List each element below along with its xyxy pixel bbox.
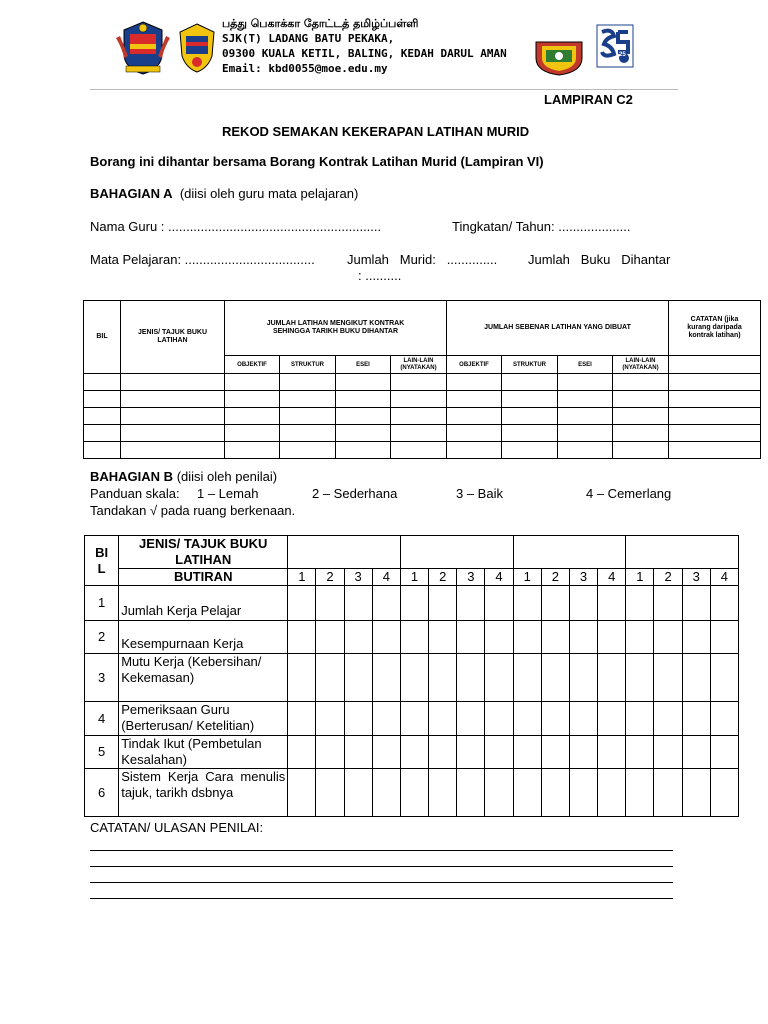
sub-objektif: OBJEKTIF	[447, 356, 502, 374]
empty-cell	[558, 442, 613, 459]
score-header: 3	[457, 569, 485, 586]
score-cell[interactable]	[626, 702, 654, 736]
score-cell[interactable]	[400, 586, 428, 621]
score-header: 4	[710, 569, 738, 586]
score-cell[interactable]	[429, 702, 457, 736]
score-header: 1	[626, 569, 654, 586]
score-cell[interactable]	[598, 586, 626, 621]
empty-cell	[225, 408, 280, 425]
jumlah-murid-field: Jumlah Murid: ..............	[347, 252, 498, 267]
score-cell[interactable]	[400, 736, 428, 769]
document-title: REKOD SEMAKAN KEKERAPAN LATIHAN MURID	[222, 124, 530, 139]
score-cell[interactable]	[569, 654, 597, 702]
score-cell[interactable]	[626, 586, 654, 621]
jumlah-buku-value: : ..........	[358, 268, 402, 283]
empty-cell	[447, 442, 502, 459]
score-cell[interactable]	[626, 654, 654, 702]
score-cell[interactable]	[288, 621, 316, 654]
score-header: 3	[344, 569, 372, 586]
empty-cell	[336, 391, 391, 408]
score-cell[interactable]	[513, 654, 541, 702]
empty-cell	[558, 391, 613, 408]
empty-cell	[84, 391, 121, 408]
score-cell[interactable]	[710, 769, 738, 817]
score-cell[interactable]	[598, 736, 626, 769]
empty-cell	[84, 442, 121, 459]
score-cell[interactable]	[626, 769, 654, 817]
empty-cell	[502, 391, 558, 408]
empty-cell	[558, 408, 613, 425]
score-cell[interactable]	[288, 736, 316, 769]
score-cell[interactable]	[485, 621, 513, 654]
score-header: 1	[288, 569, 316, 586]
score-cell[interactable]	[400, 621, 428, 654]
score-cell[interactable]	[485, 586, 513, 621]
score-cell[interactable]	[513, 702, 541, 736]
empty-cell	[121, 425, 225, 442]
empty-cell	[225, 374, 280, 391]
score-cell[interactable]	[485, 702, 513, 736]
sub-struktur: STRUKTUR	[502, 356, 558, 374]
empty-cell	[336, 442, 391, 459]
table-row	[84, 408, 761, 425]
score-cell[interactable]	[682, 769, 710, 817]
score-cell[interactable]	[372, 702, 400, 736]
school-header	[222, 16, 507, 76]
score-cell[interactable]	[541, 769, 569, 817]
score-cell[interactable]	[400, 654, 428, 702]
score-cell[interactable]	[485, 769, 513, 817]
table-row	[84, 391, 761, 408]
empty-cell	[502, 442, 558, 459]
book-column-4	[626, 536, 739, 569]
score-cell[interactable]	[429, 769, 457, 817]
table-row	[85, 621, 739, 654]
empty-cell	[669, 442, 761, 459]
empty-cell	[336, 374, 391, 391]
score-cell[interactable]	[288, 769, 316, 817]
score-cell[interactable]	[288, 702, 316, 736]
empty-cell	[84, 425, 121, 442]
empty-cell	[121, 442, 225, 459]
nama-guru-field: Nama Guru : ...........................................................	[90, 219, 382, 234]
row-number: 3	[85, 654, 119, 702]
score-cell[interactable]	[654, 702, 682, 736]
score-cell[interactable]	[457, 654, 485, 702]
sub-lain-lain: LAIN-LAIN (NYATAKAN)	[613, 356, 669, 374]
score-cell[interactable]	[569, 769, 597, 817]
butiran-text: Pemeriksaan Guru (Berterusan/ Ketelitian)	[119, 702, 288, 736]
score-cell[interactable]	[316, 769, 344, 817]
empty-cell	[447, 408, 502, 425]
ministry-emblem	[176, 22, 218, 74]
tandakan-instruction: Tandakan √ pada ruang berkenaan.	[90, 503, 296, 518]
butiran-text: Mutu Kerja (Kebersihan/ Kekemasan)	[119, 654, 288, 702]
empty-cell	[391, 442, 447, 459]
score-cell[interactable]	[372, 586, 400, 621]
section-b-title: BAHAGIAN B	[90, 469, 174, 484]
score-cell[interactable]	[429, 586, 457, 621]
score-cell[interactable]	[400, 702, 428, 736]
score-cell[interactable]	[710, 586, 738, 621]
header-divider	[90, 89, 678, 90]
empty-cell	[225, 442, 280, 459]
score-cell[interactable]	[710, 654, 738, 702]
col-bil: BIL	[84, 301, 121, 374]
empty-cell	[669, 425, 761, 442]
school-address: 09300 KUALA KETIL, BALING, KEDAH DARUL AMAN	[222, 47, 507, 60]
book-column-1	[288, 536, 401, 569]
kedah-crest-logo	[112, 18, 174, 76]
empty-cell	[280, 408, 336, 425]
empty-cell	[669, 356, 761, 374]
score-cell[interactable]	[400, 769, 428, 817]
row-number: 1	[85, 586, 119, 621]
scale-3: 3 – Baik	[456, 486, 503, 501]
badge-number: 25	[619, 52, 626, 58]
col-bil: BI L	[85, 536, 119, 586]
score-cell[interactable]	[288, 586, 316, 621]
score-cell[interactable]	[682, 586, 710, 621]
col-group-sebenar: JUMLAH SEBENAR LATIHAN YANG DIBUAT	[447, 301, 669, 356]
score-cell[interactable]	[344, 621, 372, 654]
score-header: 2	[654, 569, 682, 586]
score-cell[interactable]	[682, 654, 710, 702]
score-cell[interactable]	[654, 621, 682, 654]
empty-cell	[447, 391, 502, 408]
empty-cell	[558, 374, 613, 391]
table-row	[84, 442, 761, 459]
empty-cell	[225, 391, 280, 408]
score-cell[interactable]	[457, 769, 485, 817]
school-email: Email: kbd0055@moe.edu.my	[222, 62, 388, 75]
score-cell[interactable]	[682, 736, 710, 769]
score-header: 2	[541, 569, 569, 586]
score-cell[interactable]	[541, 586, 569, 621]
score-cell[interactable]	[372, 654, 400, 702]
score-cell[interactable]	[372, 769, 400, 817]
score-cell[interactable]	[316, 621, 344, 654]
score-cell[interactable]	[682, 621, 710, 654]
row-number: 6	[85, 769, 119, 817]
book-column-3	[513, 536, 626, 569]
sub-esei: ESEI	[336, 356, 391, 374]
empty-cell	[502, 374, 558, 391]
catatan-line-2	[90, 866, 673, 867]
score-cell[interactable]	[569, 702, 597, 736]
score-cell[interactable]	[457, 621, 485, 654]
table-b	[84, 535, 739, 817]
score-cell[interactable]	[569, 586, 597, 621]
catatan-line-3	[90, 882, 673, 883]
score-cell[interactable]	[457, 586, 485, 621]
table-row	[84, 425, 761, 442]
school-name-tamil: பத்து பெகாக்கா தோட்டத் தமிழ்ப்பள்ளி	[222, 17, 419, 30]
section-a-title: BAHAGIAN A	[90, 186, 173, 201]
empty-cell	[280, 374, 336, 391]
school-badge-logo	[532, 40, 586, 76]
empty-cell	[391, 408, 447, 425]
score-cell[interactable]	[513, 586, 541, 621]
score-header: 4	[485, 569, 513, 586]
score-cell[interactable]	[316, 736, 344, 769]
table-row	[84, 374, 761, 391]
col-butiran: BUTIRAN	[119, 569, 288, 586]
score-cell[interactable]	[710, 702, 738, 736]
empty-cell	[502, 425, 558, 442]
table-a	[83, 300, 761, 459]
score-cell[interactable]	[654, 736, 682, 769]
score-header: 2	[316, 569, 344, 586]
score-cell[interactable]	[598, 769, 626, 817]
book-column-2	[400, 536, 513, 569]
col-jenis: JENIS/ TAJUK BUKU LATIHAN	[119, 536, 288, 569]
section-a-note: (diisi oleh guru mata pelajaran)	[179, 186, 359, 201]
score-cell[interactable]	[457, 702, 485, 736]
row-number: 5	[85, 736, 119, 769]
catatan-line-1	[90, 850, 673, 851]
score-cell[interactable]	[541, 654, 569, 702]
score-cell[interactable]	[344, 654, 372, 702]
score-cell[interactable]	[344, 736, 372, 769]
mata-pelajaran-field: Mata Pelajaran: ....................................	[90, 252, 315, 267]
empty-cell	[84, 374, 121, 391]
jumlah-buku-field: Jumlah Buku Dihantar	[528, 252, 671, 267]
empty-cell	[121, 374, 225, 391]
empty-cell	[84, 408, 121, 425]
school-name: SJK(T) LADANG BATU PEKAKA,	[222, 32, 395, 45]
empty-cell	[121, 408, 225, 425]
table-row	[85, 586, 739, 621]
section-b-heading	[90, 469, 277, 484]
score-cell[interactable]	[288, 654, 316, 702]
score-header: 1	[513, 569, 541, 586]
score-cell[interactable]	[457, 736, 485, 769]
score-cell[interactable]	[541, 702, 569, 736]
empty-cell	[121, 391, 225, 408]
empty-cell	[613, 425, 669, 442]
score-cell[interactable]	[626, 621, 654, 654]
row-number: 4	[85, 702, 119, 736]
score-header: 4	[372, 569, 400, 586]
score-cell[interactable]	[316, 586, 344, 621]
score-cell[interactable]	[429, 654, 457, 702]
score-cell[interactable]	[372, 621, 400, 654]
score-cell[interactable]	[654, 654, 682, 702]
panduan-label: Panduan skala:	[90, 486, 180, 501]
score-cell[interactable]	[316, 702, 344, 736]
col-jenis: JENIS/ TAJUK BUKU LATIHAN	[121, 301, 225, 374]
score-header: 4	[598, 569, 626, 586]
sub-lain-lain: LAIN-LAIN (NYATAKAN)	[391, 356, 447, 374]
score-cell[interactable]	[485, 654, 513, 702]
score-cell[interactable]	[429, 736, 457, 769]
butiran-text: Tindak Ikut (Pembetulan Kesalahan)	[119, 736, 288, 769]
score-header: 2	[429, 569, 457, 586]
empty-cell	[391, 374, 447, 391]
score-cell[interactable]	[344, 702, 372, 736]
empty-cell	[280, 425, 336, 442]
score-cell[interactable]	[344, 586, 372, 621]
butiran-text: Jumlah Kerja Pelajar	[119, 586, 288, 621]
empty-cell	[613, 408, 669, 425]
sub-struktur: STRUKTUR	[280, 356, 336, 374]
scale-2: 2 – Sederhana	[312, 486, 398, 501]
empty-cell	[447, 425, 502, 442]
empty-cell	[447, 374, 502, 391]
sub-objektif: OBJEKTIF	[225, 356, 280, 374]
score-cell[interactable]	[485, 736, 513, 769]
empty-cell	[613, 442, 669, 459]
tingkatan-field: Tingkatan/ Tahun: ....................	[452, 219, 631, 234]
score-cell[interactable]	[344, 769, 372, 817]
score-cell[interactable]	[541, 621, 569, 654]
col-group-kontrak: JUMLAH LATIHAN MENGIKUT KONTRAK SEHINGGA TARIKH BUKU DIHANTAR	[225, 301, 447, 356]
table-a-body	[84, 374, 761, 459]
section-b-note: (diisi oleh penilai)	[176, 469, 278, 484]
score-cell[interactable]	[569, 736, 597, 769]
score-cell[interactable]	[513, 736, 541, 769]
score-cell[interactable]	[626, 736, 654, 769]
catatan-line-4	[90, 898, 673, 899]
score-cell[interactable]	[598, 621, 626, 654]
table-b-body	[85, 586, 739, 817]
score-cell[interactable]	[710, 621, 738, 654]
score-cell[interactable]	[372, 736, 400, 769]
col-catatan: CATATAN (jika kurang daripada kontrak latihan)	[669, 301, 761, 356]
score-cell[interactable]	[429, 621, 457, 654]
butiran-text: Sistem Kerja Cara menulis tajuk, tarikh dsbnya	[119, 769, 288, 817]
document-subtitle: Borang ini dihantar bersama Borang Kontrak Latihan Murid (Lampiran VI)	[90, 154, 544, 169]
scale-4: 4 – Cemerlang	[586, 486, 672, 501]
empty-cell	[558, 425, 613, 442]
score-cell[interactable]	[316, 654, 344, 702]
table-row	[85, 702, 739, 736]
empty-cell	[669, 408, 761, 425]
table-row	[85, 654, 739, 702]
empty-cell	[336, 408, 391, 425]
table-row	[85, 736, 739, 769]
score-cell[interactable]	[682, 702, 710, 736]
empty-cell	[280, 391, 336, 408]
butiran-text: Kesempurnaan Kerja	[119, 621, 288, 654]
empty-cell	[225, 425, 280, 442]
empty-cell	[502, 408, 558, 425]
score-cell[interactable]	[541, 736, 569, 769]
score-header: 3	[682, 569, 710, 586]
empty-cell	[336, 425, 391, 442]
score-header: 1	[400, 569, 428, 586]
section-a-heading	[90, 186, 358, 201]
empty-cell	[391, 391, 447, 408]
catatan-penilai-label: CATATAN/ ULASAN PENILAI:	[90, 820, 264, 835]
empty-cell	[613, 391, 669, 408]
badge-25-logo	[596, 24, 634, 68]
empty-cell	[613, 374, 669, 391]
sub-esei: ESEI	[558, 356, 613, 374]
table-row	[85, 769, 739, 817]
score-header: 3	[569, 569, 597, 586]
score-cell[interactable]	[513, 769, 541, 817]
empty-cell	[280, 442, 336, 459]
score-cell[interactable]	[598, 654, 626, 702]
row-number: 2	[85, 621, 119, 654]
score-cell[interactable]	[598, 702, 626, 736]
score-cell[interactable]	[710, 736, 738, 769]
empty-cell	[391, 425, 447, 442]
empty-cell	[669, 391, 761, 408]
score-cell[interactable]	[513, 621, 541, 654]
scale-1: 1 – Lemah	[197, 486, 259, 501]
score-cell[interactable]	[654, 586, 682, 621]
score-cell[interactable]	[569, 621, 597, 654]
lampiran-label: LAMPIRAN C2	[544, 92, 633, 107]
empty-cell	[669, 374, 761, 391]
score-cell[interactable]	[654, 769, 682, 817]
